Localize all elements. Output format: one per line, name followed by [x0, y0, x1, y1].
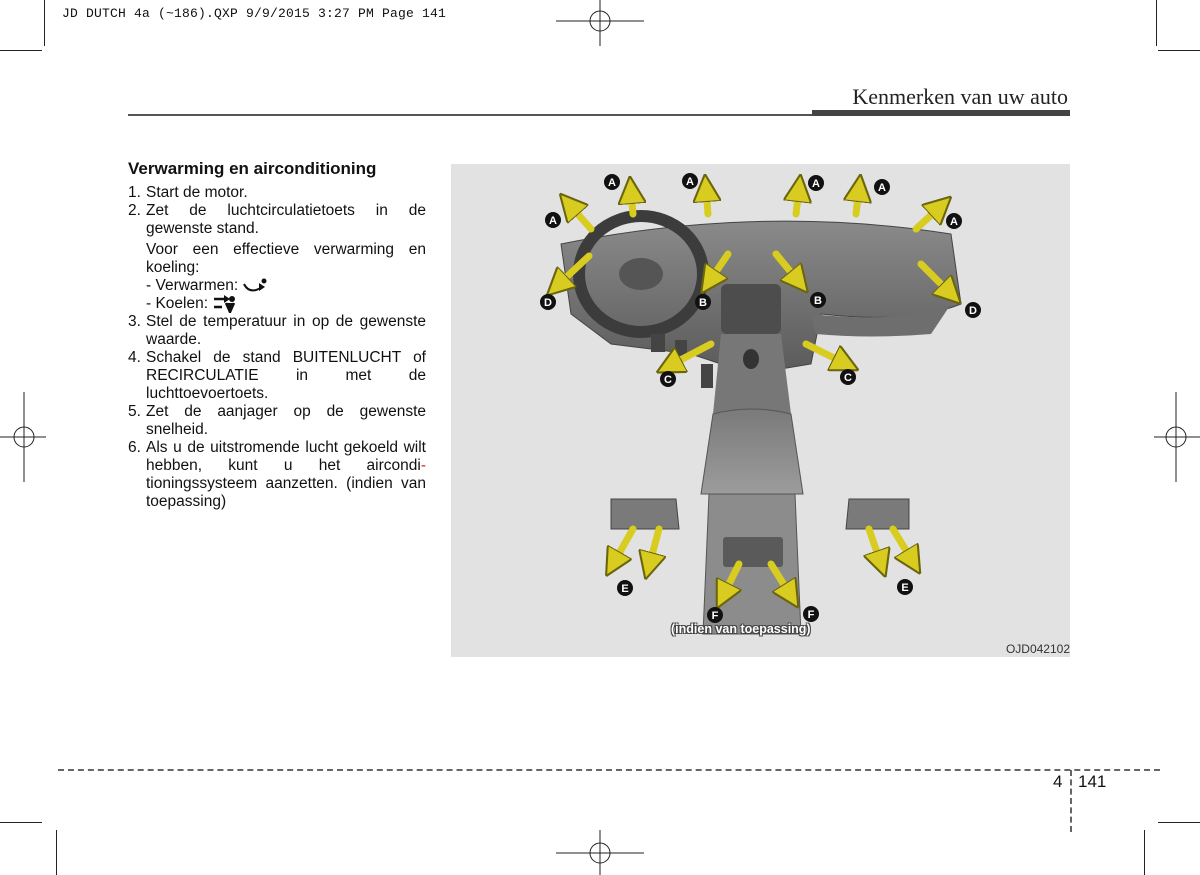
- step-text: [146, 439, 426, 511]
- dashboard-drawing: [451, 164, 1070, 657]
- cool-mode-icon: [212, 295, 238, 313]
- step-text-part: Als u de uitstromende lucht gekoeld wilt hebben, kunt u het aircondi: [146, 439, 426, 474]
- marker-e: [897, 579, 913, 595]
- left-floor-vent: [611, 499, 679, 529]
- marker-f: [803, 606, 819, 622]
- step-number: 6.: [128, 439, 141, 456]
- step-number: 5.: [128, 403, 141, 420]
- svg-text:C: C: [664, 374, 672, 386]
- svg-text:D: D: [969, 305, 977, 317]
- svg-text:A: A: [549, 215, 557, 227]
- marker-a: [808, 175, 824, 191]
- marker-d: [965, 302, 981, 318]
- svg-text:B: B: [699, 297, 707, 309]
- page-number: 141: [1078, 772, 1107, 791]
- section-title: Verwarming en airconditioning: [128, 159, 377, 178]
- airflow-arrow: [796, 188, 799, 214]
- soft-hyphen: -: [420, 457, 426, 474]
- step-number: 4.: [128, 349, 141, 366]
- step-number: 2.: [128, 202, 141, 219]
- footer-rule: [58, 769, 1160, 771]
- figure-note: (indien van toepassing): [671, 622, 811, 636]
- svg-text:E: E: [901, 582, 909, 594]
- running-head: Kenmerken van uw auto: [852, 84, 1068, 109]
- cool-line: [146, 295, 426, 313]
- svg-text:D: D: [544, 297, 552, 309]
- marker-a: [545, 212, 561, 228]
- step-text: Zet de aanjager op de gewenste snelheid.: [146, 403, 426, 438]
- marker-a: [604, 174, 620, 190]
- svg-text:A: A: [686, 176, 694, 188]
- airflow-arrow: [893, 529, 913, 562]
- svg-text:A: A: [608, 177, 616, 189]
- note-text: Voor een effectieve verwarming en koeling:: [146, 241, 426, 276]
- list-item: [128, 403, 426, 439]
- svg-text:A: A: [950, 216, 958, 228]
- list-item: [128, 313, 426, 349]
- marker-c: [660, 371, 676, 387]
- marker-e: [617, 580, 633, 596]
- right-floor-vent: [846, 499, 909, 529]
- armrest-console: [701, 409, 803, 494]
- marker-f: [707, 607, 723, 623]
- marker-c: [840, 369, 856, 385]
- heat-line: [146, 277, 426, 295]
- marker-b: [695, 294, 711, 310]
- steering-hub: [619, 258, 663, 290]
- instruction-column: [128, 160, 426, 511]
- airflow-arrow: [613, 529, 633, 564]
- svg-text:A: A: [878, 182, 886, 194]
- airflow-arrow: [869, 529, 881, 564]
- air-outlet-illustration: [451, 164, 1070, 657]
- svg-text:C: C: [844, 372, 852, 384]
- svg-text:F: F: [807, 609, 815, 621]
- cool-label: - Koelen:: [146, 295, 209, 312]
- gear-knob: [743, 349, 759, 369]
- list-item: [128, 202, 426, 238]
- svg-text:A: A: [812, 178, 820, 190]
- svg-text:E: E: [621, 583, 629, 595]
- print-slug: JD DUTCH 4a (~186).QXP 9/9/2015 3:27 PM Page 141: [62, 6, 447, 21]
- airflow-arrow: [916, 206, 941, 229]
- step-text: Stel de temperatuur in op de gewenste waarde.: [146, 313, 426, 348]
- chapter-number: 4: [1053, 772, 1063, 791]
- airflow-arrow: [569, 204, 591, 229]
- step-text-part: tioningssysteem aanzetten. (indien van toepassing): [146, 475, 426, 510]
- pedal: [651, 334, 665, 352]
- step-number: 3.: [128, 313, 141, 330]
- list-item: [128, 349, 426, 403]
- marker-a: [682, 173, 698, 189]
- marker-d: [540, 294, 556, 310]
- center-stack: [721, 284, 781, 334]
- heat-label: - Verwarmen:: [146, 277, 239, 294]
- figure-code: OJD042102: [1005, 642, 1070, 656]
- header-rule-thick: [812, 110, 1070, 116]
- pedal: [701, 364, 713, 388]
- step-number: 1.: [128, 184, 141, 201]
- heat-mode-icon: [242, 278, 268, 294]
- header-rule: [128, 114, 812, 116]
- step-text: Schakel de stand BUITENLUCHT of RECIRCULATIE in met de luchttoevoertoets.: [146, 349, 426, 402]
- marker-a: [946, 213, 962, 229]
- airflow-arrow: [649, 529, 659, 566]
- list-item: [128, 439, 426, 511]
- airflow-arrow: [631, 190, 633, 214]
- marker-a: [874, 179, 890, 195]
- marker-b: [810, 292, 826, 308]
- svg-text:B: B: [814, 295, 822, 307]
- step-text: Start de motor.: [146, 184, 248, 201]
- svg-text:F: F: [711, 610, 719, 622]
- list-item: [128, 184, 426, 202]
- airflow-arrow: [706, 188, 708, 214]
- shift-console: [713, 334, 791, 414]
- airflow-arrow: [856, 188, 859, 214]
- step-text: Zet de luchtcirculatietoets in de gewenste stand.: [146, 202, 426, 237]
- footer-divider: [1070, 770, 1072, 832]
